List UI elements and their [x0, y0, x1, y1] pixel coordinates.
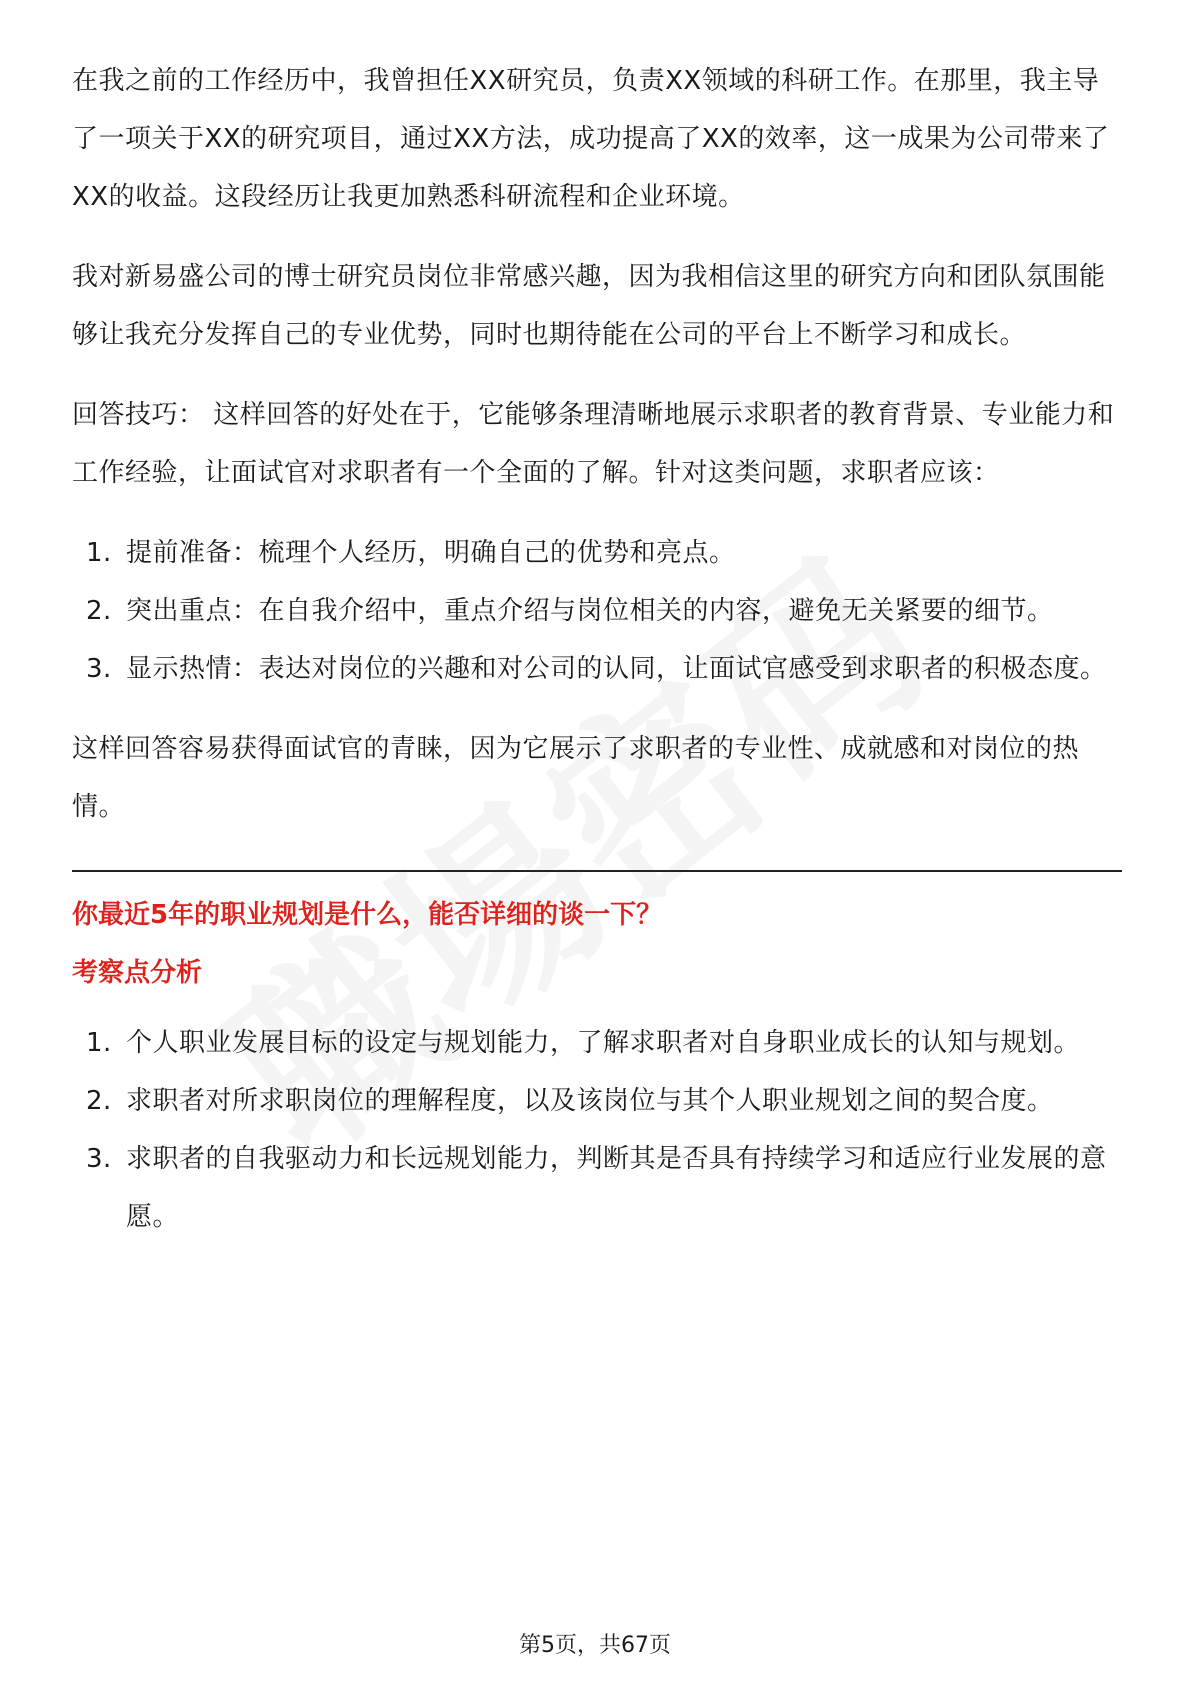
- list-text: 突出重点：在自我介绍中，重点介绍与岗位相关的内容，避免无关紧要的细节。: [126, 596, 1054, 626]
- list-number: 1.: [86, 1028, 112, 1058]
- list-text: 求职者的自我驱动力和长远规划能力，判断其是否具有持续学习和适应行业发展的意愿。: [126, 1144, 1107, 1232]
- analysis-list: [72, 1014, 1122, 1246]
- list-text: 求职者对所求职岗位的理解程度，以及该岗位与其个人职业规划之间的契合度。: [126, 1086, 1054, 1116]
- list-text: 个人职业发展目标的设定与规划能力，了解求职者对自身职业成长的认知与规划。: [126, 1028, 1081, 1058]
- list-item: [72, 1072, 1122, 1130]
- list-item: [72, 582, 1122, 640]
- tips-list: [72, 524, 1122, 698]
- list-item: [72, 640, 1122, 698]
- paragraph-interest: 我对新易盛公司的博士研究员岗位非常感兴趣，因为我相信这里的研究方向和团队氛围能够让我充分发挥自己的专业优势，同时也期待能在公司的平台上不断学习和成长。: [72, 262, 1106, 350]
- list-number: 2.: [86, 596, 112, 626]
- list-item: [72, 1130, 1122, 1246]
- list-number: 2.: [86, 1086, 112, 1116]
- paragraph-answer-tips: 回答技巧： 这样回答的好处在于，它能够条理清晰地展示求职者的教育背景、专业能力和工作经验，让面试官对求职者有一个全面的了解。针对这类问题，求职者应该：: [72, 400, 1115, 488]
- list-number: 1.: [86, 538, 112, 568]
- list-text: 显示热情：表达对岗位的兴趣和对公司的认同，让面试官感受到求职者的积极态度。: [126, 654, 1107, 684]
- list-text: 提前准备：梳理个人经历，明确自己的优势和亮点。: [126, 538, 736, 568]
- question-title: 你最近5年的职业规划是什么，能否详细的谈一下？: [72, 900, 663, 930]
- document-page: [72, 52, 1122, 1268]
- paragraph-experience: 在我之前的工作经历中，我曾担任XX研究员，负责XX领域的科研工作。在那里，我主导了一项关于XX的研究项目，通过XX方法，成功提高了XX的效率，这一成果为公司带来了XX的收益。这段经历让我更加熟悉科研流程和企业环境。: [72, 66, 1110, 212]
- section-divider: [72, 870, 1122, 872]
- analysis-heading: 考察点分析: [72, 958, 203, 988]
- paragraph-closing: 这样回答容易获得面试官的青睐，因为它展示了求职者的专业性、成就感和对岗位的热情。: [72, 734, 1080, 822]
- list-number: 3.: [86, 654, 112, 684]
- list-item: [72, 1014, 1122, 1072]
- list-number: 3.: [86, 1144, 112, 1174]
- list-item: [72, 524, 1122, 582]
- page-footer: 第5页，共67页: [519, 1633, 671, 1658]
